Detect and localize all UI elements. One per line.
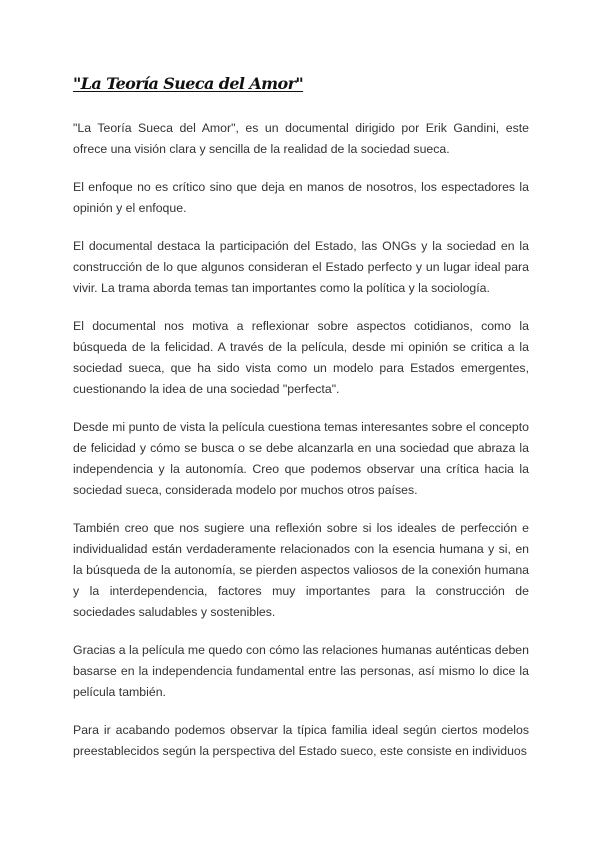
paragraph-state-role: El documental destaca la participación del Estado, las ONGs y la sociedad en la construcción de lo que algunos consideran el Estado perfecto y un lugar ideal para vivir. La trama aborda temas tan importantes como la política y la sociología. [73,239,529,295]
paragraph-ideal-family: Para ir acabando podemos observar la típica familia ideal según ciertos modelos preestablecidos según la perspectiva del Estado sueco, este consiste en individuos [73,723,529,758]
paragraph-approach: El enfoque no es crítico sino que deja en manos de nosotros, los espectadores la opinión y el enfoque. [73,180,529,215]
paragraph-intro: "La Teoría Sueca del Amor", es un documental dirigido por Erik Gandini, este ofrece una visión clara y sencilla de la realidad de la sociedad sueca. [73,121,529,156]
paragraph-reflection: El documental nos motiva a reflexionar sobre aspectos cotidianos, como la búsqueda de la felicidad. A través de la película, desde mi opinión se critica a la sociedad sueca, que ha sido vista como un modelo para Estados emergentes, cuestionando la idea de una sociedad "perfecta". [73,319,529,396]
paragraph-relationships: Gracias a la película me quedo con cómo las relaciones humanas auténticas deben basarse en la independencia fundamental entre las personas, así mismo lo dice la película también. [73,643,529,699]
document-title: "La Teoría Sueca del Amor" [73,74,304,93]
document-body [73,118,529,762]
paragraph-happiness: Desde mi punto de vista la película cuestiona temas interesantes sobre el concepto de felicidad y cómo se busca o se debe alcanzarla en una sociedad que abraza la independencia y la autonomía. Creo que podemos observar una crítica hacia la sociedad sueca, considerada modelo por muchos otros países. [73,420,529,497]
paragraph-individuality: También creo que nos sugiere una reflexión sobre si los ideales de perfección e individualidad están verdaderamente relacionados con la esencia humana y si, en la búsqueda de la autonomía, se pierden aspectos valiosos de la conexión humana y la interdependencia, factores muy importantes para la construcción de sociedades saludables y sostenibles. [73,521,529,619]
